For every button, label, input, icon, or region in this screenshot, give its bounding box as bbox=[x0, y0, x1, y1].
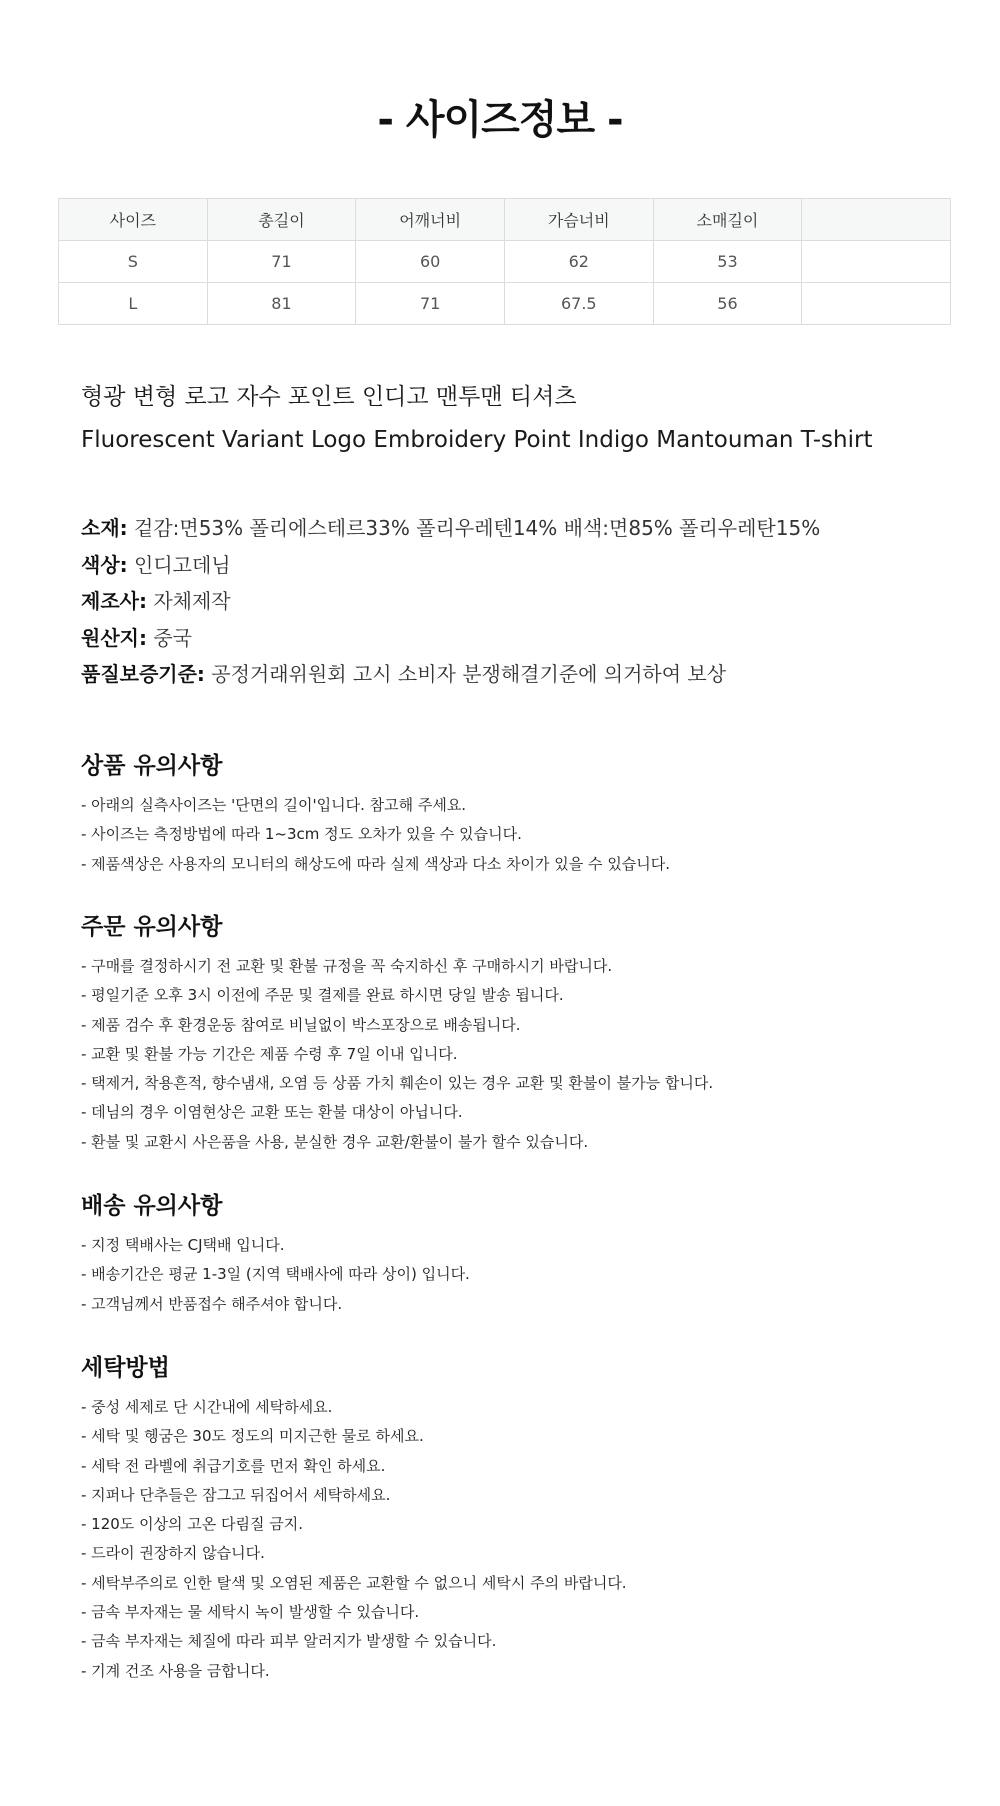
table-cell: 62 bbox=[504, 241, 653, 283]
table-row bbox=[59, 241, 951, 283]
list-item: - 드라이 권장하지 않습니다. bbox=[81, 1544, 265, 1563]
section-title: 상품 유의사항 bbox=[81, 753, 223, 779]
section-title: 주문 유의사항 bbox=[81, 914, 223, 940]
size-table-header-cell: 어깨너비 bbox=[356, 199, 505, 241]
product-name-english: Fluorescent Variant Logo Embroidery Point Indigo Mantouman T-shirt bbox=[81, 427, 873, 453]
section-product-notice bbox=[81, 749, 670, 879]
list-item: - 세탁 전 라벨에 취급기호를 먼저 확인 하세요. bbox=[81, 1456, 386, 1475]
section-order-notice bbox=[81, 910, 713, 1157]
table-cell: 53 bbox=[653, 241, 802, 283]
list-item: - 교환 및 환불 가능 기간은 제품 수령 후 7일 이내 입니다. bbox=[81, 1044, 458, 1063]
table-cell: 81 bbox=[207, 283, 356, 325]
list-item: - 배송기간은 평균 1-3일 (지역 택배사에 따라 상이) 입니다. bbox=[81, 1265, 470, 1284]
list-item: - 제품색상은 사용자의 모니터의 해상도에 따라 실제 색상과 다소 차이가 있을 수 있습니다. bbox=[81, 854, 671, 873]
list-item: - 데님의 경우 이염현상은 교환 또는 환불 대상이 아닙니다. bbox=[81, 1103, 463, 1122]
product-info bbox=[81, 378, 872, 459]
table-cell: S bbox=[59, 241, 208, 283]
size-table-header-cell: 소매길이 bbox=[653, 199, 802, 241]
spec-label: 원산지: bbox=[81, 625, 147, 650]
spec-color bbox=[81, 547, 820, 584]
table-cell: L bbox=[59, 283, 208, 325]
list-item: - 120도 이상의 고온 다림질 금지. bbox=[81, 1515, 304, 1534]
spec-label: 색상: bbox=[81, 552, 128, 577]
list-item: - 고객님께서 반품접수 해주셔야 합니다. bbox=[81, 1294, 343, 1313]
table-cell: 60 bbox=[356, 241, 505, 283]
list-item: - 금속 부자재는 체질에 따라 피부 알러지가 발생할 수 있습니다. bbox=[81, 1632, 497, 1651]
spec-quality-guarantee bbox=[81, 656, 820, 693]
size-table-header-cell bbox=[802, 199, 951, 241]
size-table-header-row bbox=[59, 199, 951, 241]
section-shipping-notice bbox=[81, 1189, 470, 1319]
list-item: - 기계 건조 사용을 금합니다. bbox=[81, 1661, 270, 1680]
table-cell: 71 bbox=[356, 283, 505, 325]
page-title: - 사이즈정보 - bbox=[377, 97, 623, 143]
spec-label: 품질보증기준: bbox=[81, 662, 205, 686]
product-name-korean: 형광 변형 로고 자수 포인트 인디고 맨투맨 티셔츠 bbox=[81, 384, 577, 410]
table-cell: 56 bbox=[653, 283, 802, 325]
list-item: - 지퍼나 단추들은 잠그고 뒤집어서 세탁하세요. bbox=[81, 1485, 391, 1504]
list-item: - 택제거, 착용흔적, 향수냄새, 오염 등 상품 가치 훼손이 있는 경우 교환 및 환불이 불가능 합니다. bbox=[81, 1074, 714, 1093]
list-item: - 환불 및 교환시 사은품을 사용, 분실한 경우 교환/환불이 불가 할수 있습니다. bbox=[81, 1132, 589, 1151]
list-item: - 세탁 및 헹굼은 30도 정도의 미지근한 물로 하세요. bbox=[81, 1427, 424, 1446]
list-item: - 평일기준 오후 3시 이전에 주문 및 결제를 완료 하시면 당일 발송 됩니다. bbox=[81, 986, 564, 1005]
list-item: - 구매를 결정하시기 전 교환 및 환불 규정을 꼭 숙지하신 후 구매하시기 바랍니다. bbox=[81, 957, 613, 975]
table-cell bbox=[802, 283, 951, 325]
list-item: - 금속 부자재는 물 세탁시 녹이 발생할 수 있습니다. bbox=[81, 1603, 420, 1622]
spec-value: 겉감:면53% 폴리에스테르33% 폴리우레텐14% 배색:면85% 폴리우레탄15% bbox=[127, 516, 821, 540]
section-title: 배송 유의사항 bbox=[81, 1193, 223, 1219]
section-title: 세탁방법 bbox=[81, 1355, 170, 1381]
spec-label: 제조사: bbox=[81, 589, 147, 613]
section-washing-instructions bbox=[81, 1351, 627, 1686]
spec-value: 자체제작 bbox=[146, 589, 231, 613]
spec-value: 공정거래위원회 고시 소비자 분쟁해결기준에 의거하여 보상 bbox=[204, 662, 727, 686]
spec-label: 소재: bbox=[81, 516, 128, 540]
list-item: - 아래의 실측사이즈는 '단면의 길이'입니다. 참고해 주세요. bbox=[81, 796, 467, 814]
list-item: - 제품 검수 후 환경운동 참여로 비닐없이 박스포장으로 배송됩니다. bbox=[81, 1015, 521, 1034]
size-table-header-cell: 가슴너비 bbox=[504, 199, 653, 241]
spec-value: 중국 bbox=[146, 625, 192, 650]
product-specs bbox=[81, 510, 820, 693]
spec-origin bbox=[81, 620, 820, 657]
size-table-header-cell: 사이즈 bbox=[59, 199, 208, 241]
spec-material bbox=[81, 510, 820, 547]
table-cell: 71 bbox=[207, 241, 356, 283]
list-item: - 중성 세제로 단 시간내에 세탁하세요. bbox=[81, 1398, 333, 1416]
spec-value: 인디고데님 bbox=[127, 552, 231, 577]
size-table bbox=[58, 198, 951, 325]
table-cell bbox=[802, 241, 951, 283]
table-row bbox=[59, 283, 951, 325]
size-table-header-cell: 총길이 bbox=[207, 199, 356, 241]
list-item: - 세탁부주의로 인한 탈색 및 오염된 제품은 교환할 수 없으니 세탁시 주의 바랍니다. bbox=[81, 1573, 627, 1592]
list-item: - 지정 택배사는 CJ택배 입니다. bbox=[81, 1236, 285, 1254]
spec-manufacturer bbox=[81, 583, 820, 620]
table-cell: 67.5 bbox=[504, 283, 653, 325]
list-item: - 사이즈는 측정방법에 따라 1~3cm 정도 오차가 있을 수 있습니다. bbox=[81, 825, 522, 844]
